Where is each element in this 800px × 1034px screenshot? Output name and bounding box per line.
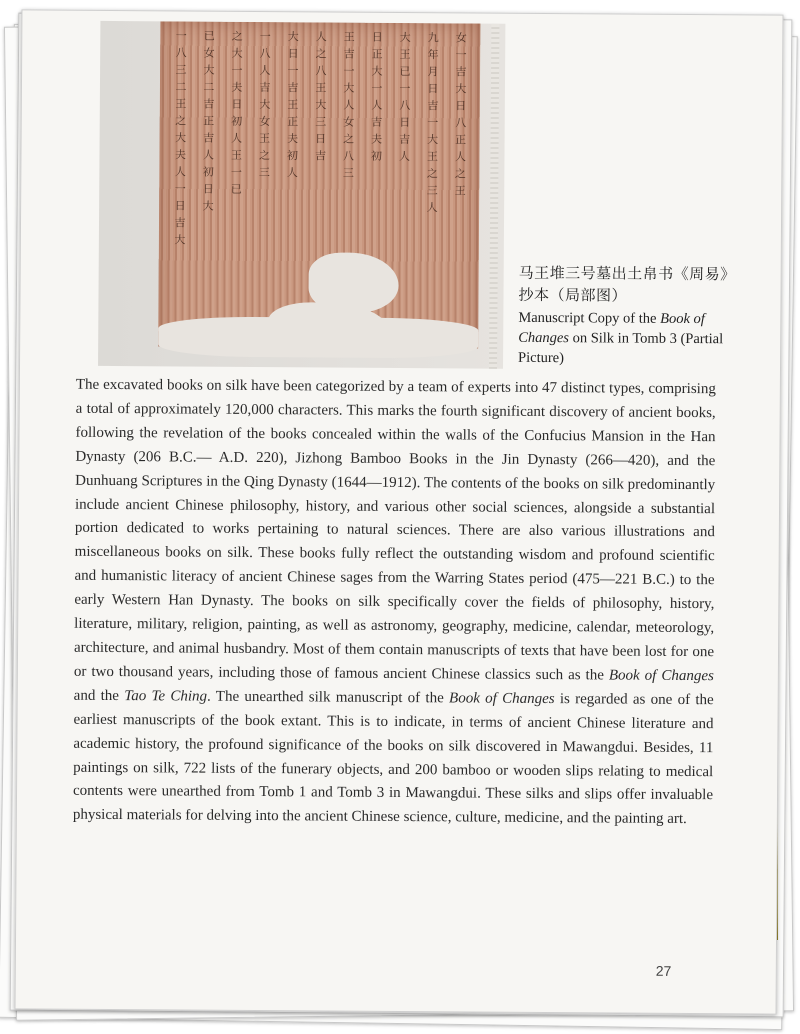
body-paragraph: The excavated books on silk have been categorized by a team of experts into 47 distinct types, comprising a total of approximately 120,000 characters. This marks the fourth significant discovery of ancient books, following the revelation of the books concealed within the walls of the Confucius Mansion in the Han Dynasty (206 B.C.— A.D. 220), Jizhong Bamboo Books in the Jin Dynasty (266—420), and the Dunhuang Scriptures in the Qing Dynasty (1644—1912). The contents of the books on silk predominantly include ancient Chinese philosophy, history, and various other social sciences, alongside a substantial portion dedicated to works pertaining to natural sciences. There are also various illustrations and miscellaneous books on silk. These books fully reflect the outstanding wisdom and profound scientific and humanistic literacy of ancient Chinese sages from the Warring States period (475—221 B.C.) to the early Western Han Dynasty. The books on silk specifically cover the fields of philosophy, history, literature, military, religion, painting, as well as astronomy, geography, medicine, calendar, meteorology, architecture, and animal husbandry. Most of them contain manuscripts of texts that have been lost for one or two thousand years, including those of famous ancient Chinese classics such as the Book of Changes and the Tao Te Ching. The unearthed silk manuscript of the Book of Changes is regarded as one of the earliest manuscripts of the book extant. This is to indicate, in terms of ancient Chinese literature and academic history, the profound significance of the books on silk discovered in Mawangdui. Besides, 11 paintings on silk, 722 lists of the funerary objects, and 200 bamboo or wooden slips relating to medical contents were unearthed from Tomb 1 and Tomb 3 in Mawangdui. These silks and slips offer invaluable physical materials for delving into the ancient Chinese science, culture, medicine, and the painting art. bbox=[72, 376, 716, 828]
figure-caption bbox=[518, 262, 744, 370]
silk-manuscript-photo bbox=[98, 21, 505, 369]
book-page bbox=[15, 9, 784, 1014]
silk-fabric: 一八三二王之大夫人一日吉大 已女大二吉正吉人初日大 之大一夫日初人王一已 一八人吉大女王之三 大日一吉王正夫初人 人之八王大三日吉 王吉一大人女之八三 日正大一人吉夫初 大王已一八日吉人 九年月日吉一大王之三人 女一吉大日八正人之王 bbox=[158, 21, 480, 348]
caption-english: Manuscript Copy of the Book of Changes on Silk in Tomb 3 (Partial Picture) bbox=[518, 309, 724, 367]
measuring-ruler bbox=[489, 24, 499, 369]
page-number: 27 bbox=[655, 962, 672, 979]
caption-chinese: 马王堆三号墓出土帛书《周易》 抄本（局部图） bbox=[518, 263, 736, 305]
